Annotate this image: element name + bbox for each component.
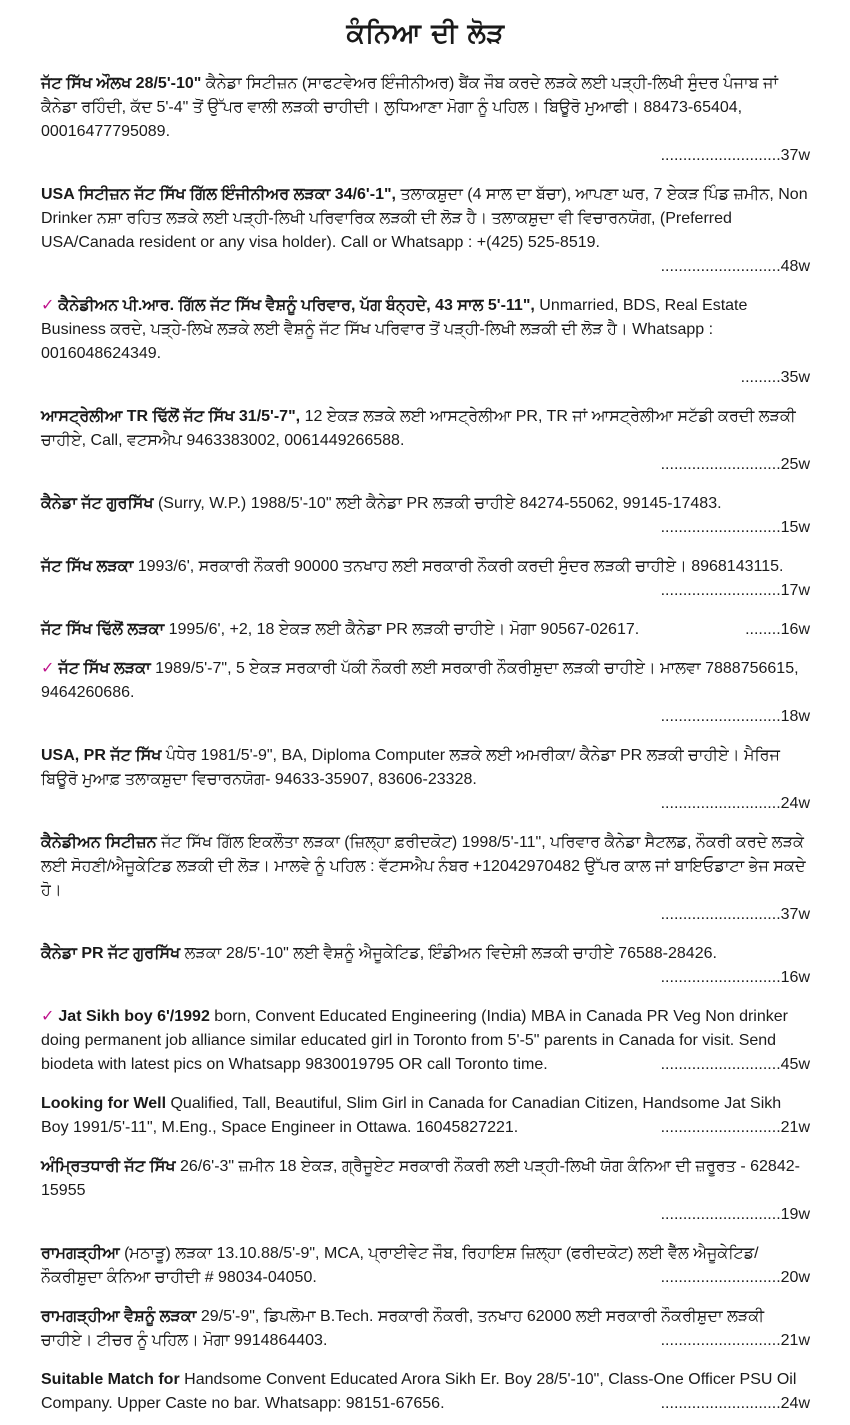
ad-body [41,1155,810,1203]
leader-dots: ........................... [660,1269,781,1286]
ad-code-line [41,516,810,540]
ad-heading: ਅੰਮ੍ਰਿਤਧਾਰੀ ਜੱਟ ਸਿੱਖ [41,1158,176,1175]
leader-dots: ........ [745,621,781,638]
ad-body [41,492,810,516]
ad-code-line [41,1203,810,1227]
ad-code-line [661,1266,810,1290]
ad-heading: ਕੈਨੇਡਾ ਜੱਟ ਗੁਰਸਿੱਖ [41,495,154,512]
check-icon: ✓ [41,1008,55,1025]
leader-dots: ........................... [660,1332,781,1349]
ad-code-line [661,1329,810,1353]
ad-text: ਤਲਾਕਸ਼ੁਦਾ (4 ਸਾਲ ਦਾ ਬੱਚਾ), ਆਪਣਾ ਘਰ, 7 ਏਕੜ ਪਿੰਡ ਜ਼ਮੀਨ, Non Drinker ਨਸ਼ਾ ਰਹਿਤ ਲੜਕੇ ਲਈ ਪੜ੍ਹੀ-ਲਿਖੀ ਪਰਿਵਾਰਿਕ ਲੜਕੀ ਦੀ ਲੋੜ ਹੈ। ਤਲਾਕਸ਼ੁਦਾ ਵੀ ਵਿਚਾਰਨਯੋਗ, (Preferred USA/Canada resident or any visa holder). Call or Whatsapp : +(425) 525-8519. [41,186,808,251]
classified-ad [41,831,810,927]
ad-code-line [41,903,810,927]
ad-text: 26/6'-3" ਜ਼ਮੀਨ 18 ਏਕੜ, ਗ੍ਰੈਜੂਏਟ ਸਰਕਾਰੀ ਨੌਕਰੀ ਲਈ ਪੜ੍ਹੀ-ਲਿਖੀ ਯੋਗ ਕੰਨਿਆ ਦੀ ਜ਼ਰੂਰਤ - 62842-15955 [41,1158,800,1199]
ad-body [41,1368,810,1416]
ad-code-line [661,1053,810,1077]
classified-ad [41,942,810,990]
ad-heading: ਕੈਨੇਡੀਅਨ ਪੀ.ਆਰ. ਗਿੱਲ ਜੱਟ ਸਿੱਖ ਵੈਸ਼ਨੂੰ ਪਰਿਵਾਰ, ਪੱਗ ਬੰਨ੍ਹਦੇ, 43 ਸਾਲ 5'-11", [58,297,535,314]
ad-body [41,294,810,366]
ad-heading: ਰਾਮਗੜ੍ਹੀਆ [41,1245,120,1262]
check-icon: ✓ [41,297,55,314]
ad-code: 19w [780,1206,810,1223]
ad-heading: USA, PR ਜੱਟ ਸਿੱਖ [41,747,162,764]
ad-heading: ਕੈਨੇਡੀਅਨ ਸਿਟੀਜ਼ਨ [41,834,157,851]
ad-code: 18w [780,708,810,725]
ad-code-line [41,966,810,990]
classified-ad [41,555,810,603]
ad-body [41,744,810,792]
ad-code: 16w [780,969,810,986]
ad-heading: Jat Sikh boy 6'/1992 [58,1008,210,1025]
ad-text: 1989/5'-7", 5 ਏਕੜ ਸਰਕਾਰੀ ਪੱਕੀ ਨੌਕਰੀ ਲਈ ਸਰਕਾਰੀ ਨੌਕਰੀਸ਼ੁਦਾ ਲੜਕੀ ਚਾਹੀਏ। ਮਾਲਵਾ 7888756615, 9464260686. [41,660,799,701]
classified-ad [41,1155,810,1227]
leader-dots: ........................... [660,582,781,599]
ad-text: ਲੜਕਾ 28/5'-10" ਲਈ ਵੈਸ਼ਨੂੰ ਐਜੂਕੇਟਿਡ, ਇੰਡੀਅਨ ਵਿਦੇਸ਼ੀ ਲੜਕੀ ਚਾਹੀਏ 76588-28426. [180,945,717,962]
classified-ad [41,618,810,642]
ad-text: Unmarried, BDS, Real Estate Business ਕਰਦੇ, ਪੜ੍ਹੇ-ਲਿਖੇ ਲੜਕੇ ਲਈ ਵੈਸ਼ਨੂੰ ਜੱਟ ਸਿੱਖ ਪਰਿਵਾਰ ਤੋਂ ਪੜ੍ਹੀ-ਲਿਖੀ ਲੜਕੀ ਦੀ ਲੋੜ ਹੈ। Whatsapp : 0016048624349. [41,297,748,362]
ad-text: 29/5'-9", ਡਿਪਲੋਮਾ B.Tech. ਸਰਕਾਰੀ ਨੌਕਰੀ, ਤਨਖਾਹ 62000 ਲਈ ਸਰਕਾਰੀ ਨੌਕਰੀਸ਼ੁਦਾ ਲੜਕੀ ਚਾਹੀਏ। ਟੀਚਰ ਨੂੰ ਪਹਿਲ। ਮੋਗਾ 9914864403. [41,1308,765,1349]
ad-code: 24w [780,795,810,812]
ad-text: 12 ਏਕੜ ਲੜਕੇ ਲਈ ਆਸਟ੍ਰੇਲੀਆ PR, TR ਜਾਂ ਆਸਟ੍ਰੇਲੀਆ ਸਟੱਡੀ ਕਰਦੀ ਲੜਕੀ ਚਾਹੀਏ, Call, ਵਟਸਐਪ 9463383002, 0061449266588. [41,408,796,449]
ad-code: 37w [780,147,810,164]
classified-ad [41,405,810,477]
ad-code: 24w [780,1395,810,1412]
ad-code-line [41,579,810,603]
ad-code: 48w [780,258,810,275]
ad-code: 25w [780,456,810,473]
ad-code: 17w [780,582,810,599]
ad-code: 35w [780,369,810,386]
ad-code-line [661,1116,810,1140]
leader-dots: ........................... [660,1395,781,1412]
ad-heading: Looking for Well [41,1095,167,1112]
ad-body [41,72,810,144]
ad-body [41,657,810,705]
ad-code: 45w [780,1056,810,1073]
leader-dots: ........................... [660,1119,781,1136]
ad-code: 16w [780,621,810,638]
ad-heading: Suitable Match for [41,1371,180,1388]
ad-code: 21w [780,1332,810,1349]
leader-dots: ........................... [660,456,781,473]
ad-text: 1995/6', +2, 18 ਏਕੜ ਲਈ ਕੈਨੇਡਾ PR ਲੜਕੀ ਚਾਹੀਏ। ਮੋਗਾ 90567-02617. [164,621,640,638]
ad-code-line [41,255,810,279]
ad-code-line [661,1392,810,1416]
leader-dots: ........................... [660,258,781,275]
ad-text: ਪੰਧੇਰ 1981/5'-9", BA, Diploma Computer ਲੜਕੇ ਲਈ ਅਮਰੀਕਾ/ ਕੈਨੇਡਾ PR ਲੜਕੀ ਚਾਹੀਏ। ਮੈਰਿਜ ਬਿਊਰੋ ਮੁਆਫ਼ ਤਲਾਕਸ਼ੁਦਾ ਵਿਚਾਰਨਯੋਗ- 94633-35907, 83606-23328. [41,747,781,788]
ad-code: 37w [780,906,810,923]
ad-body [41,405,810,453]
ad-heading: ਕੈਨੇਡਾ PR ਜੱਟ ਗੁਰਸਿੱਖ [41,945,181,962]
page-title: ਕੰਨਿਆ ਦੀ ਲੋੜ [346,18,505,49]
ad-text: ਜੱਟ ਸਿੱਖ ਗਿੱਲ ਇਕਲੌਤਾ ਲੜਕਾ (ਜ਼ਿਲ੍ਹਾ ਫ਼ਰੀਦਕੋਟ) 1998/5'-11", ਪਰਿਵਾਰ ਕੈਨੇਡਾ ਸੈਟਲਡ, ਨੌਕਰੀ ਕਰਦੇ ਲੜਕੇ ਲਈ ਸੋਹਣੀ/ਐਜੂਕੇਟਿਡ ਲੜਕੀ ਦੀ ਲੋੜ। ਮਾਲਵੇ ਨੂੰ ਪਹਿਲ : ਵੱਟਸਐਪ ਨੰਬਰ +12042970482 ਉੱਪਰ ਕਾਲ ਜਾਂ ਬਾਇਓਡਾਟਾ ਭੇਜ ਸਕਦੇ ਹੋ। [41,834,806,899]
classified-ad [41,1368,810,1416]
ad-code-line [41,366,810,390]
ad-body [41,1305,810,1353]
ad-text: 1993/6', ਸਰਕਾਰੀ ਨੌਕਰੀ 90000 ਤਨਖਾਹ ਲਈ ਸਰਕਾਰੀ ਨੌਕਰੀ ਕਰਦੀ ਸੁੰਦਰ ਲੜਕੀ ਚਾਹੀਏ। 8968143115. [133,558,784,575]
ad-code: 20w [780,1269,810,1286]
ad-body [41,183,810,255]
leader-dots: ........................... [660,147,781,164]
classified-ad [41,294,810,390]
check-icon: ✓ [41,660,55,677]
ad-body [41,831,810,903]
ad-heading: USA ਸਿਟੀਜ਼ਨ ਜੱਟ ਸਿੱਖ ਗਿੱਲ ਇੰਜੀਨੀਅਰ ਲੜਕਾ 34/6'-1", [41,186,396,203]
leader-dots: ........................... [660,969,781,986]
ad-text: (ਮਠਾੜੂ) ਲੜਕਾ 13.10.88/5'-9", MCA, ਪ੍ਰਾਈਵੇਟ ਜੌਬ, ਰਿਹਾਇਸ਼ ਜ਼ਿਲ੍ਹਾ (ਫਰੀਦਕੋਟ) ਲਈ ਵੈੱਲ ਐਜੂਕੇਟਿਡ/ਨੌਕਰੀਸ਼ੁਦਾ ਕੰਨਿਆ ਚਾਹੀਦੀ # 98034-04050. [41,1245,759,1286]
ad-heading: ਜੱਟ ਸਿੱਖ ਲੜਕਾ [58,660,151,677]
ad-text: born, Convent Educated Engineering (India) MBA in Canada PR Veg Non drinker doing permanent job alliance similar educated girl in Toronto from 5'-5" parents in Canada for visit. Send biodeta with latest pics on Whatsapp 9830019795 OR call Toronto time. [41,1008,788,1073]
ad-text: (Surry, W.P.) 1988/5'-10" ਲਈ ਕੈਨੇਡਾ PR ਲੜਕੀ ਚਾਹੀਏ 84274-55062, 99145-17483. [153,495,722,512]
leader-dots: ........................... [660,1206,781,1223]
ad-body [41,942,810,966]
classified-ad [41,183,810,279]
leader-dots: ......... [740,369,781,386]
classified-ad [41,492,810,540]
ad-code-line [41,144,810,168]
classified-ad [41,657,810,729]
ad-body [41,1005,810,1077]
ad-code-line [41,705,810,729]
classified-ad [41,1092,810,1140]
ad-heading: ਜੱਟ ਸਿੱਖ ਲੜਕਾ [41,558,134,575]
classified-ad [41,1005,810,1077]
ad-text: Qualified, Tall, Beautiful, Slim Girl in Canada for Canadian Citizen, Handsome Jat Sikh Boy 1991/5'-11", M.Eng., Space Engineer in Ottawa. 16045827221. [41,1095,782,1136]
ad-body [41,1092,810,1140]
ad-code-line [41,792,810,816]
leader-dots: ........................... [660,1056,781,1073]
leader-dots: ........................... [660,519,781,536]
ad-heading: ਜੱਟ ਸਿੱਖ ਔਲਖ 28/5'-10" [41,75,202,92]
leader-dots: ........................... [660,795,781,812]
ad-body [41,618,810,642]
ad-body [41,1242,810,1290]
ad-code: 21w [780,1119,810,1136]
leader-dots: ........................... [660,708,781,725]
ads-list [41,72,810,1416]
ad-heading: ਜੱਟ ਸਿੱਖ ਢਿੱਲੋਂ ਲੜਕਾ [41,621,165,638]
ad-heading: ਰਾਮਗੜ੍ਹੀਆ ਵੈਸ਼ਨੂੰ ਲੜਕਾ [41,1308,197,1325]
classified-ad [41,72,810,168]
ad-heading: ਆਸਟ੍ਰੇਲੀਆ TR ਢਿੱਲੋਂ ਜੱਟ ਸਿੱਖ 31/5'-7", [41,408,301,425]
ad-body [41,555,810,579]
ad-code: 15w [780,519,810,536]
ad-text: ਕੈਨੇਡਾ ਸਿਟੀਜ਼ਨ (ਸਾਫਟਵੇਅਰ ਇੰਜੀਨੀਅਰ) ਬੈਂਕ ਜੌਬ ਕਰਦੇ ਲੜਕੇ ਲਈ ਪੜ੍ਹੀ-ਲਿਖੀ ਸੁੰਦਰ ਪੰਜਾਬ ਜਾਂ ਕੈਨੇਡਾ ਰਹਿੰਦੀ, ਕੱਦ 5'-4" ਤੋਂ ਉੱਪਰ ਵਾਲੀ ਲੜਕੀ ਚਾਹੀਦੀ। ਲੁਧਿਆਣਾ ਮੋਗਾ ਨੂੰ ਪਹਿਲ। ਬਿਊਰੋ ਮੁਆਫੀ। 88473-65404, 00016477795089. [41,75,779,140]
classified-ad [41,1305,810,1353]
ad-text: Handsome Convent Educated Arora Sikh Er. Boy 28/5'-10", Class-One Officer PSU Oil Company. Upper Caste no bar. Whatsapp: 98151-67656. [41,1371,797,1412]
ad-code-line [745,618,810,642]
leader-dots: ........................... [660,906,781,923]
ad-code-line [41,453,810,477]
classified-ad [41,1242,810,1290]
classified-ad [41,744,810,816]
